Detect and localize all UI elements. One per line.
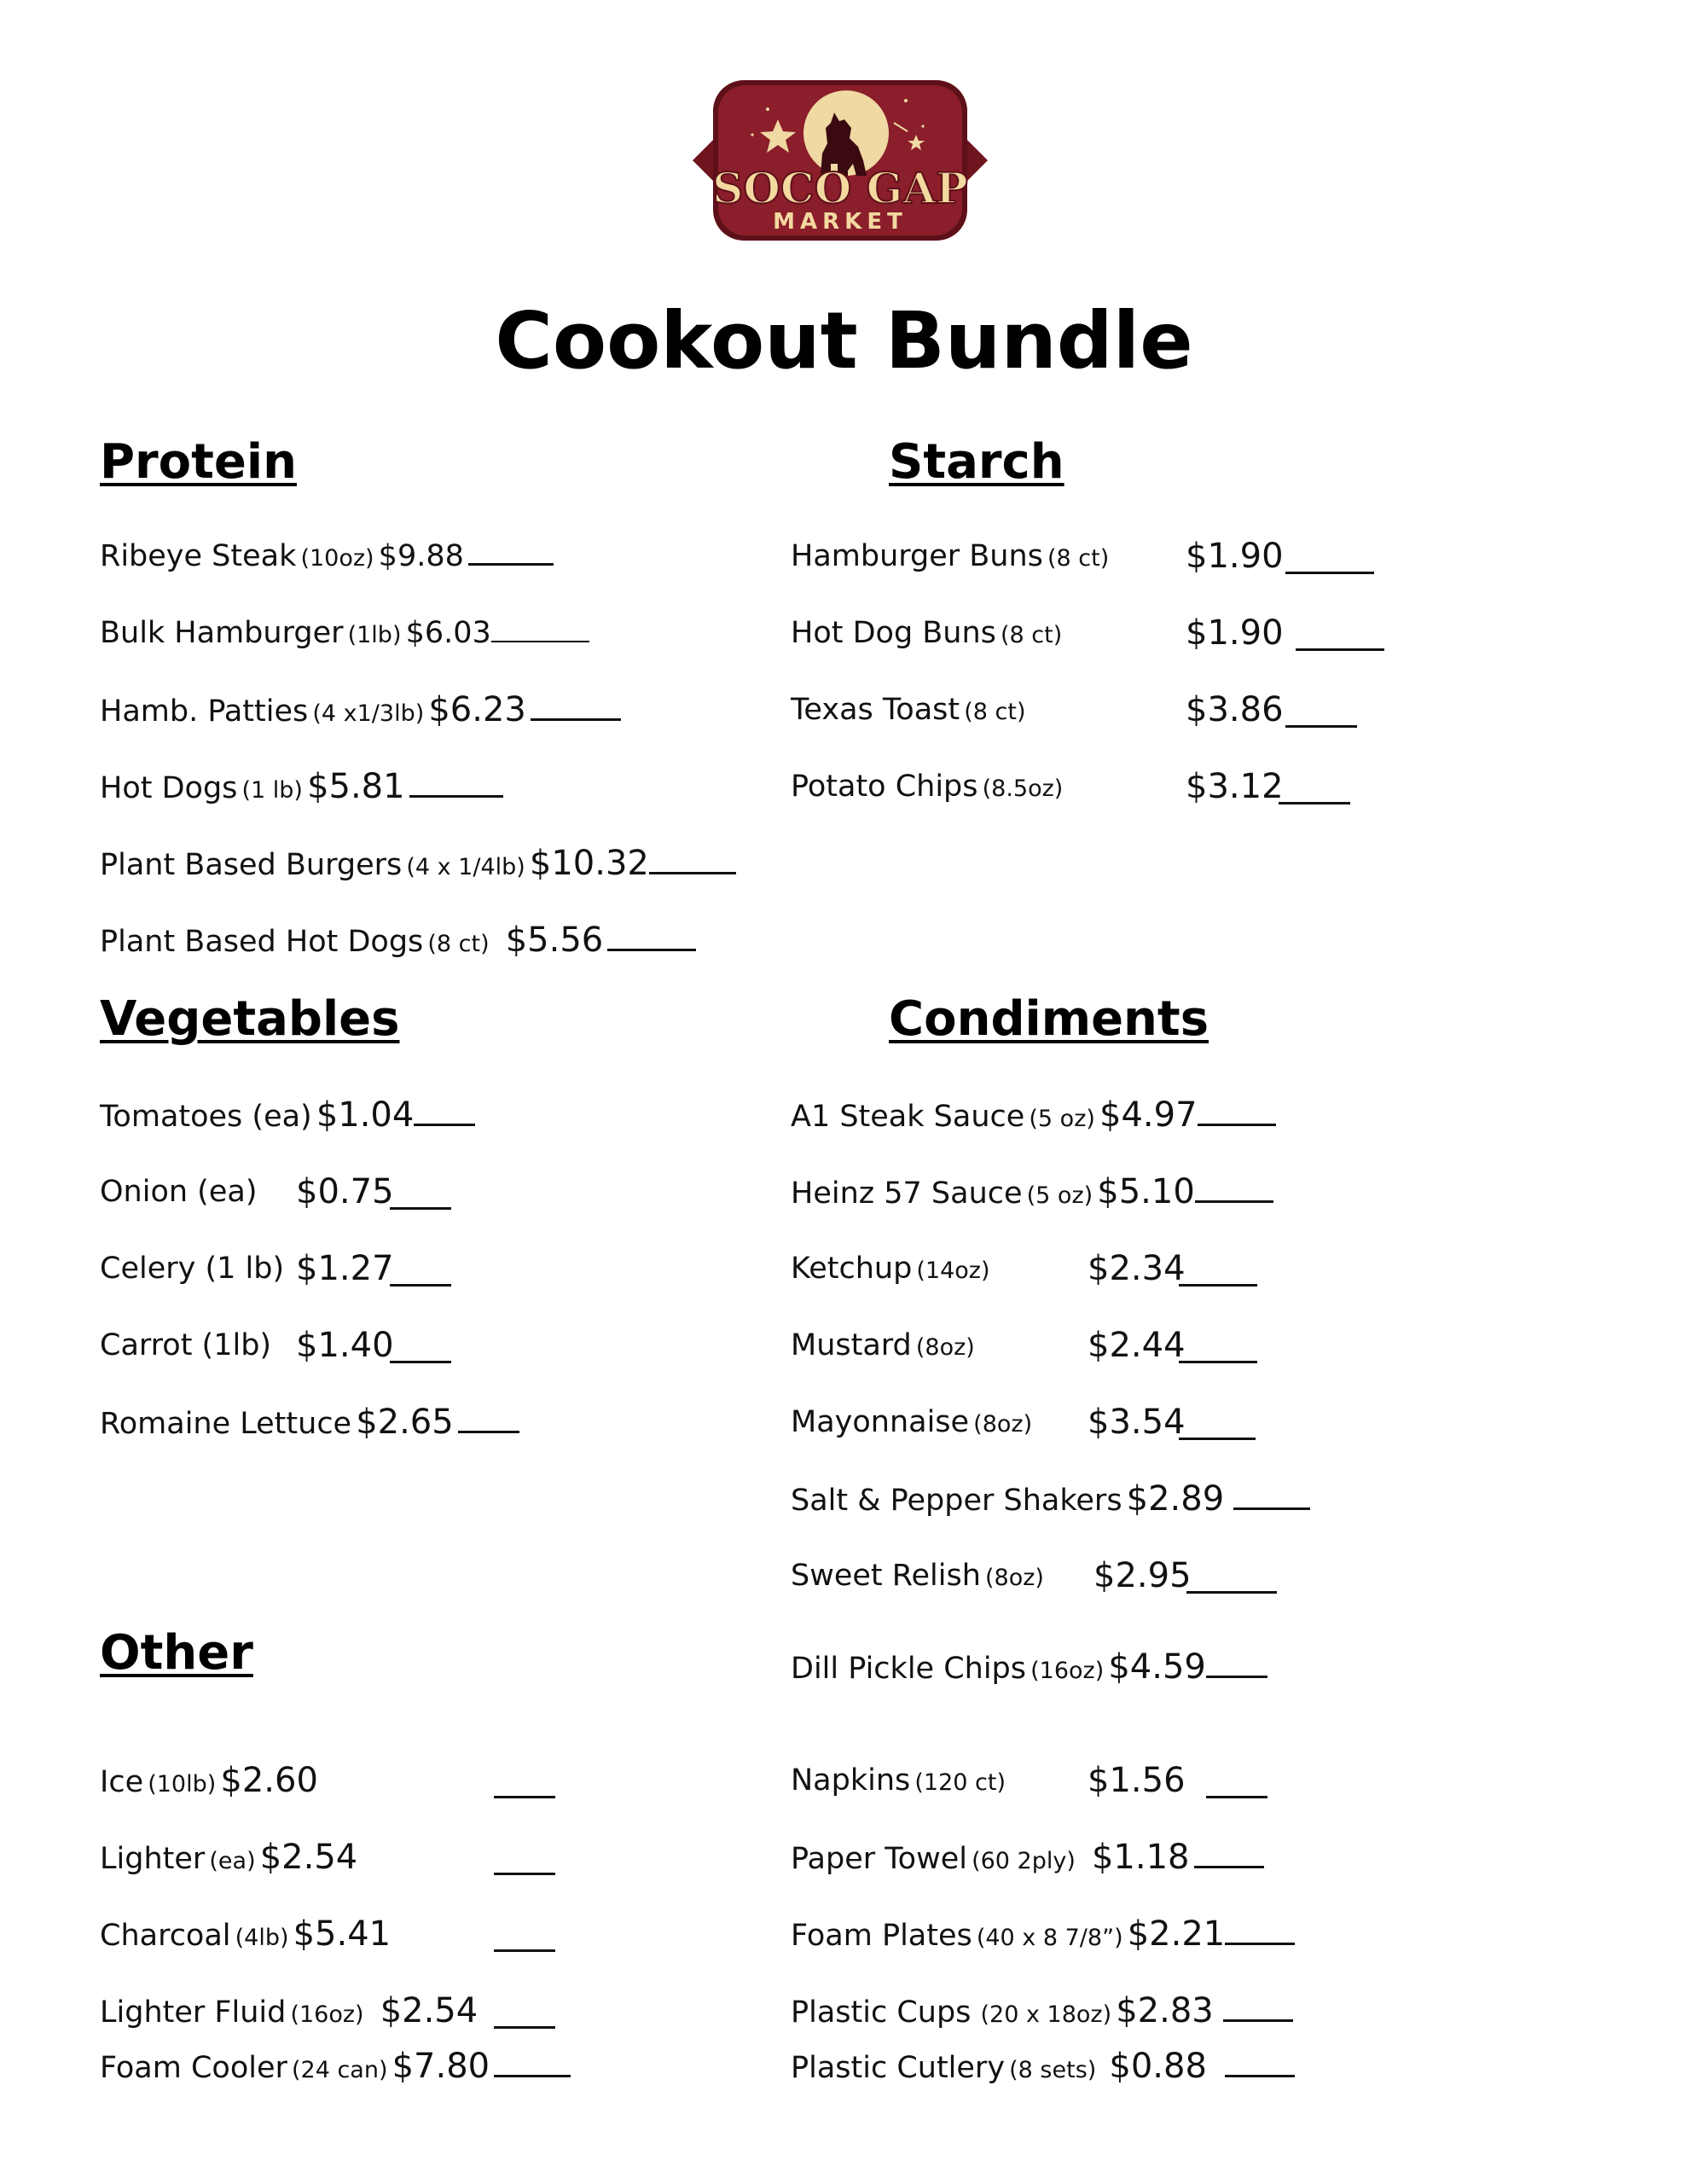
list-item-a1-steak-sauce (791, 1089, 1276, 1141)
item-size: (1 lb) (241, 777, 303, 804)
item-price: $2.95 (1093, 1556, 1192, 1595)
item-size: (20 x 18oz) (980, 2001, 1112, 2028)
list-item-napkins (791, 1755, 1302, 1806)
quantity-blank[interactable] (494, 1919, 555, 1952)
item-price: $6.23 (428, 690, 526, 729)
list-item-tomatoes (100, 1089, 475, 1141)
quantity-blank[interactable] (1225, 1912, 1295, 1945)
item-price: $1.40 (296, 1326, 394, 1365)
item-price: $7.80 (392, 2047, 490, 2086)
list-item-lighter-fluid (100, 1985, 577, 2036)
item-size: (ea) (209, 1848, 256, 1874)
item-name: Hamb. Patties (100, 694, 309, 729)
item-price: $2.34 (1088, 1249, 1186, 1288)
item-price: $5.56 (505, 921, 604, 960)
list-item-salt-pepper-shakers (791, 1473, 1310, 1525)
item-name: Plastic Cutlery (791, 2051, 1006, 2085)
quantity-blank[interactable] (390, 1253, 451, 1287)
item-price: $2.21 (1127, 1914, 1226, 1954)
item-name: Napkins (791, 1763, 911, 1798)
quantity-blank[interactable] (1194, 1835, 1264, 1868)
item-size: (24 can) (291, 2057, 388, 2083)
quantity-blank[interactable] (649, 841, 736, 874)
item-size: (60 2ply) (972, 1848, 1076, 1874)
list-item-hot-dog-buns (791, 607, 1405, 659)
quantity-blank[interactable] (1198, 1093, 1276, 1126)
quantity-blank[interactable] (1179, 1407, 1256, 1440)
list-item-ribeye-steak (100, 531, 554, 582)
item-size: (10oz) (300, 545, 374, 572)
item-size: (16oz) (290, 2001, 364, 2028)
heading-condiments: Condiments (889, 991, 1209, 1047)
list-item-plastic-cutlery (791, 2041, 1295, 2092)
item-price: $6.03 (405, 616, 491, 650)
quantity-blank[interactable] (1179, 1253, 1257, 1287)
list-item-plastic-cups (791, 1985, 1293, 2036)
item-size: (8 ct) (964, 699, 1026, 725)
item-name: Ribeye Steak (100, 539, 297, 573)
item-size: (120 ct) (914, 1769, 1006, 1796)
quantity-blank[interactable] (1195, 1170, 1273, 1203)
quantity-blank[interactable] (1186, 1560, 1277, 1594)
item-size: (4lb) (235, 1925, 289, 1951)
quantity-blank[interactable] (390, 1330, 451, 1363)
item-name: Bulk Hamburger (100, 616, 344, 650)
quantity-blank[interactable] (1206, 1645, 1267, 1678)
quantity-blank[interactable] (414, 1093, 475, 1126)
item-size: (8.5oz) (982, 775, 1064, 802)
item-name: Hot Dogs (100, 771, 238, 805)
item-size: (8oz) (985, 1565, 1044, 1591)
item-price: $3.86 (1186, 690, 1284, 729)
quantity-blank[interactable] (494, 1765, 555, 1798)
heading-vegetables: Vegetables (100, 991, 400, 1047)
item-size: (8 sets) (1009, 2057, 1097, 2083)
item-size: (4 x1/3lb) (312, 700, 425, 727)
list-item-sweet-relish (791, 1550, 1302, 1601)
item-name: Plant Based Burgers (100, 848, 403, 882)
item-price: $3.12 (1186, 767, 1284, 806)
list-item-foam-cooler (100, 2041, 571, 2092)
soco-gap-market-logo (693, 75, 988, 246)
item-price: $9.88 (378, 539, 464, 573)
list-item-ice (100, 1755, 577, 1806)
list-item-lighter (100, 1832, 577, 1883)
item-price: $5.81 (307, 767, 405, 806)
quantity-blank[interactable] (494, 1842, 555, 1875)
item-name: Foam Cooler (100, 2051, 287, 2085)
item-size: (8oz) (973, 1411, 1033, 1438)
item-name: Lighter (100, 1842, 206, 1876)
quantity-blank[interactable] (1279, 771, 1350, 804)
item-size: (4 x 1/4lb) (406, 854, 525, 880)
item-name: Charcoal (100, 1919, 231, 1953)
item-name: Ketchup (791, 1252, 913, 1286)
item-name: Lighter Fluid (100, 1995, 287, 2030)
item-name: Hamburger Buns (791, 539, 1043, 573)
list-item-mustard (791, 1320, 1302, 1371)
item-name: Dill Pickle Chips (791, 1652, 1027, 1686)
item-name: Foam Plates (791, 1919, 972, 1953)
item-size: (8oz) (915, 1334, 975, 1361)
item-size: (8 ct) (1047, 545, 1110, 572)
item-price: $0.75 (296, 1172, 394, 1211)
item-price: $3.54 (1088, 1403, 1186, 1442)
list-item-heinz-57-sauce (791, 1166, 1273, 1217)
item-price: $2.54 (380, 1991, 479, 2030)
item-price: $0.88 (1109, 2047, 1207, 2086)
list-item-hamburger-buns (791, 531, 1405, 582)
list-item-onion (100, 1166, 543, 1217)
item-name: Potato Chips (791, 770, 978, 804)
item-size: (40 x 8 7/8”) (976, 1925, 1123, 1951)
quantity-blank[interactable] (1233, 1477, 1310, 1510)
quantity-blank[interactable] (491, 610, 589, 642)
item-price: $1.56 (1088, 1761, 1186, 1800)
item-price: $1.27 (296, 1249, 394, 1288)
item-price: $2.65 (356, 1403, 454, 1442)
item-name: Ice (100, 1765, 144, 1799)
logo-name: SOCO GAP (712, 163, 968, 213)
quantity-blank[interactable] (390, 1176, 451, 1210)
item-price: $1.90 (1186, 613, 1284, 653)
item-size: (10lb) (148, 1771, 217, 1798)
item-size: (8 ct) (1001, 622, 1063, 648)
item-price: $2.89 (1126, 1479, 1225, 1519)
list-item-plant-based-burgers (100, 838, 736, 889)
item-price: $1.90 (1186, 537, 1284, 576)
item-name: Plant Based Hot Dogs (100, 925, 424, 959)
item-size: (16oz) (1030, 1658, 1105, 1684)
list-item-bulk-hamburger (100, 607, 589, 659)
item-name: Sweet Relish (791, 1559, 981, 1593)
quantity-blank[interactable] (1223, 1989, 1293, 2022)
item-name: Mayonnaise (791, 1405, 970, 1439)
item-name: Onion (ea) (100, 1175, 258, 1209)
quantity-blank[interactable] (468, 532, 554, 566)
list-item-foam-plates (791, 1908, 1295, 1960)
list-item-charcoal (100, 1908, 577, 1960)
list-item-ketchup (791, 1243, 1302, 1294)
quantity-blank[interactable] (1225, 2044, 1295, 2077)
item-price: $5.10 (1097, 1172, 1195, 1211)
item-size: (14oz) (916, 1258, 990, 1284)
item-name: Tomatoes (ea) (100, 1100, 312, 1134)
list-item-romaine-lettuce (100, 1397, 519, 1448)
quantity-blank[interactable] (1296, 618, 1384, 651)
quantity-blank[interactable] (607, 918, 696, 951)
item-name: Carrot (1lb) (100, 1328, 272, 1362)
item-name: A1 Steak Sauce (791, 1100, 1025, 1134)
item-price: $1.18 (1091, 1838, 1190, 1877)
item-size: (8 ct) (427, 931, 490, 957)
item-name: Plastic Cups (791, 1995, 972, 2030)
quantity-blank[interactable] (494, 1995, 555, 2029)
item-price: $2.44 (1088, 1326, 1186, 1365)
item-name: Hot Dog Buns (791, 616, 996, 650)
quantity-blank[interactable] (1206, 1765, 1267, 1798)
item-name: Celery (1 lb) (100, 1252, 285, 1286)
heading-protein: Protein (100, 434, 297, 490)
list-item-hot-dogs (100, 761, 503, 812)
quantity-blank[interactable] (1285, 541, 1374, 574)
logo-subname: MARKET (773, 209, 908, 235)
list-item-potato-chips (791, 761, 1405, 812)
item-price: $4.59 (1108, 1647, 1206, 1687)
item-name: Paper Towel (791, 1842, 967, 1876)
quantity-blank[interactable] (1285, 694, 1357, 728)
item-name: Heinz 57 Sauce (791, 1176, 1023, 1211)
item-size: (1lb) (347, 622, 402, 648)
item-price: $1.04 (316, 1095, 415, 1135)
item-name: Texas Toast (791, 693, 960, 727)
quantity-blank[interactable] (409, 764, 503, 798)
heading-starch: Starch (889, 434, 1064, 490)
quantity-blank[interactable] (494, 2044, 571, 2077)
item-size: (5 oz) (1029, 1106, 1095, 1132)
item-name: Mustard (791, 1328, 912, 1362)
item-price: $2.83 (1116, 1991, 1214, 2030)
list-item-celery (100, 1243, 543, 1294)
list-item-carrot (100, 1320, 543, 1371)
list-item-texas-toast (791, 684, 1405, 735)
page-title: Cookout Bundle (495, 295, 1193, 386)
item-price: $2.54 (259, 1838, 358, 1877)
quantity-blank[interactable] (1179, 1330, 1257, 1363)
heading-other: Other (100, 1625, 253, 1681)
item-size: (5 oz) (1026, 1182, 1093, 1209)
item-price: $5.41 (293, 1914, 392, 1954)
quantity-blank[interactable] (458, 1400, 519, 1433)
list-item-mayonnaise (791, 1397, 1302, 1448)
list-item-plant-based-hot-dogs (100, 915, 696, 966)
list-item-hamb-patties (100, 684, 621, 735)
list-item-paper-towel (791, 1832, 1264, 1883)
list-item-dill-pickle-chips (791, 1641, 1267, 1693)
item-name: Romaine Lettuce (100, 1407, 352, 1441)
item-price: $10.32 (529, 844, 649, 883)
item-price: $2.60 (220, 1761, 318, 1800)
item-price: $4.97 (1099, 1095, 1198, 1135)
item-name: Salt & Pepper Shakers (791, 1484, 1122, 1518)
quantity-blank[interactable] (531, 688, 621, 721)
